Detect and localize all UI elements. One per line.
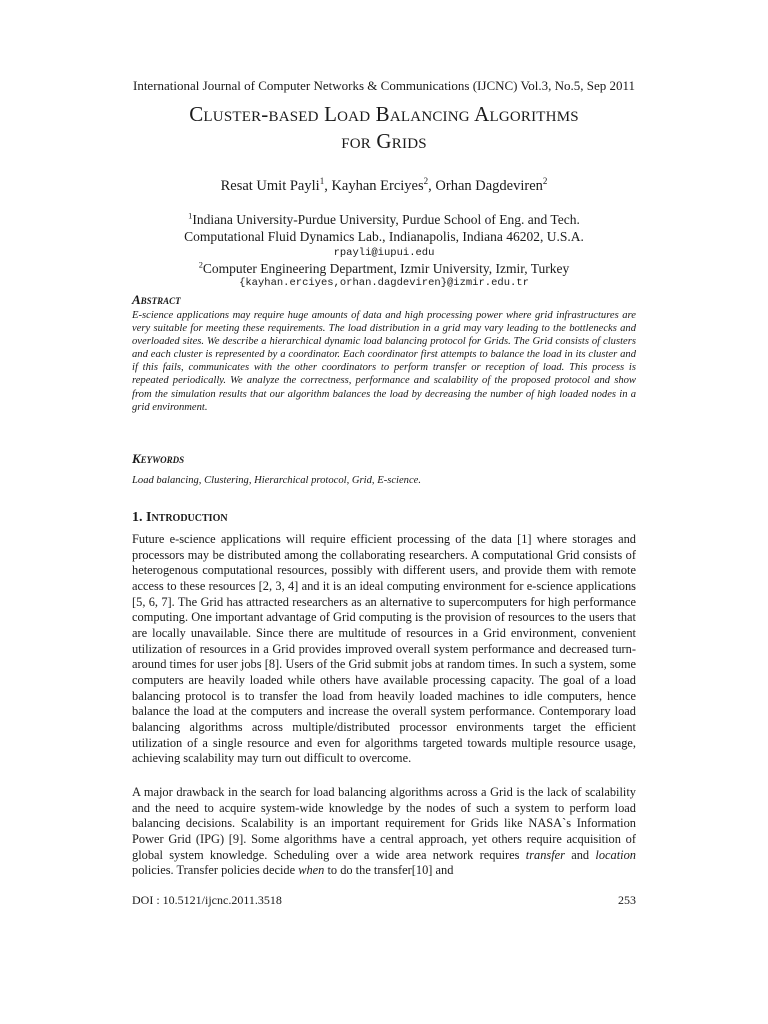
affiliation-1 [0, 211, 768, 245]
paper-title [0, 101, 768, 155]
author-list [0, 178, 768, 195]
journal-header: International Journal of Computer Networks & Communications (IJCNC) Vol.3, No.5, Sep 2011 [132, 78, 636, 93]
emphasis-text: transfer [525, 847, 565, 862]
introduction-paragraph-2 [132, 785, 636, 879]
introduction-heading: 1. Introduction [132, 510, 228, 525]
paragraph-text: to do the transfer[10] and [324, 863, 454, 878]
introduction-paragraph-1: Future e-science applications will require efficient processing of the data [1] where storages and processors may be distributed among the collaborating researchers. A computational Grid consists of heterogenous computational resources, possibly with different users, and provide them with remote access to these resources [2, 3, 4] and it is an ideal computing environment for e-science applications [5, 6, 7]. The Grid has attracted researchers as an alternative to supercomputers for high performance computing. One important advantage of Grid computing is the provision of resources to the users that are locally unavailable. Since there are multitude of resources in a Grid environment, convenient utilization of resources in a Grid provides improved overall system performance and decreased turn-around times for user jobs [8]. Users of the Grid submit jobs at random times. In such a system, some computers are heavily loaded while others have available processing capacity. The goal of a load balancing protocol is to transfer the load from heavily loaded machines to idle computers, hence balance the load at the computers and increase the overall system performance. Contemporary load balancing algorithms across multiple/distributed processor environments target the efficient utilization of a single resource and even for algorithms targeted towards multiple resource usage, achieving scalability may turn out difficult to overcome. [132, 532, 636, 766]
abstract-text: E-science applications may require huge amounts of data and high processing power where grid infrastructures are very suitable for meeting these requirements. The load distribution in a grid may vary leading to the bottlenecks and overloaded sites. We describe a hierarchical dynamic load balancing protocol for Grids. The Grid consists of clusters and each cluster is represented by a coordinator. Each coordinator first attempts to balance the load in its cluster and if this fails, communicates with the other coordinators to perform transfer or reception of load. This process is repeated periodically. We analyze the correctness, performance and scalability of the proposed protocol and show from the simulation results that our algorithm balances the load by decreasing the number of high loaded nodes in a grid environment. [132, 310, 636, 413]
affiliation-text: Computer Engineering Department, Izmir University, Izmir, Turkey [202, 261, 570, 276]
title-line-1: Cluster-based Load Balancing Algorithms [189, 102, 579, 126]
title-line-2: for Grids [341, 129, 427, 153]
paragraph-text: policies. Transfer policies decide [132, 863, 299, 878]
affiliation-mark: 2 [198, 260, 203, 270]
keywords-text: Load balancing, Clustering, Hierarchical protocol, Grid, E-science. [132, 475, 422, 486]
paragraph-text: and [565, 847, 596, 862]
author-affiliation-mark: 1 [319, 176, 325, 187]
paragraph-text: A major drawback in the search for load balancing algorithms across a Grid is the lack of scalability and the need to acquire system-wide knowledge by the nodes of such a system to perform load balancing decisions. Scalability is an important requirement for Grids like NASA`s Information Power Grid (IPG) [9]. Some algorithms have a central approach, yet others require acquisition of global system knowledge. Scheduling over a wide area network requires [132, 785, 636, 862]
abstract-heading: Abstract [132, 292, 181, 307]
emphasis-text: when [298, 863, 325, 878]
email-2: {kayhan.erciyes,orhan.dagdeviren}@izmir.edu.tr [239, 277, 529, 289]
author-affiliation-mark: 2 [423, 176, 429, 187]
page-number: 253 [618, 893, 636, 907]
affiliation-line [0, 211, 768, 228]
author-name: Resat Umit Payli [220, 178, 320, 194]
author-separator: , [324, 178, 332, 194]
affiliation-line [0, 260, 768, 277]
author-name: Kayhan Erciyes [331, 178, 424, 194]
emphasis-text: location [595, 847, 636, 862]
footer-doi: DOI : 10.5121/ijcnc.2011.3518 [132, 893, 282, 907]
affiliation-text: Indiana University-Purdue University, Purdue School of Eng. and Tech. [192, 212, 580, 227]
author-separator: , [428, 178, 436, 194]
email-1: rpayli@iupui.edu [333, 247, 435, 259]
author-affiliation-mark: 2 [542, 176, 548, 187]
affiliation-mark: 1 [188, 211, 193, 221]
affiliation-line: Computational Fluid Dynamics Lab., Indianapolis, Indiana 46202, U.S.A. [184, 229, 584, 244]
affiliation-2 [0, 260, 768, 277]
author-name: Orhan Dagdeviren [435, 178, 543, 194]
keywords-heading: Keywords [132, 451, 185, 466]
